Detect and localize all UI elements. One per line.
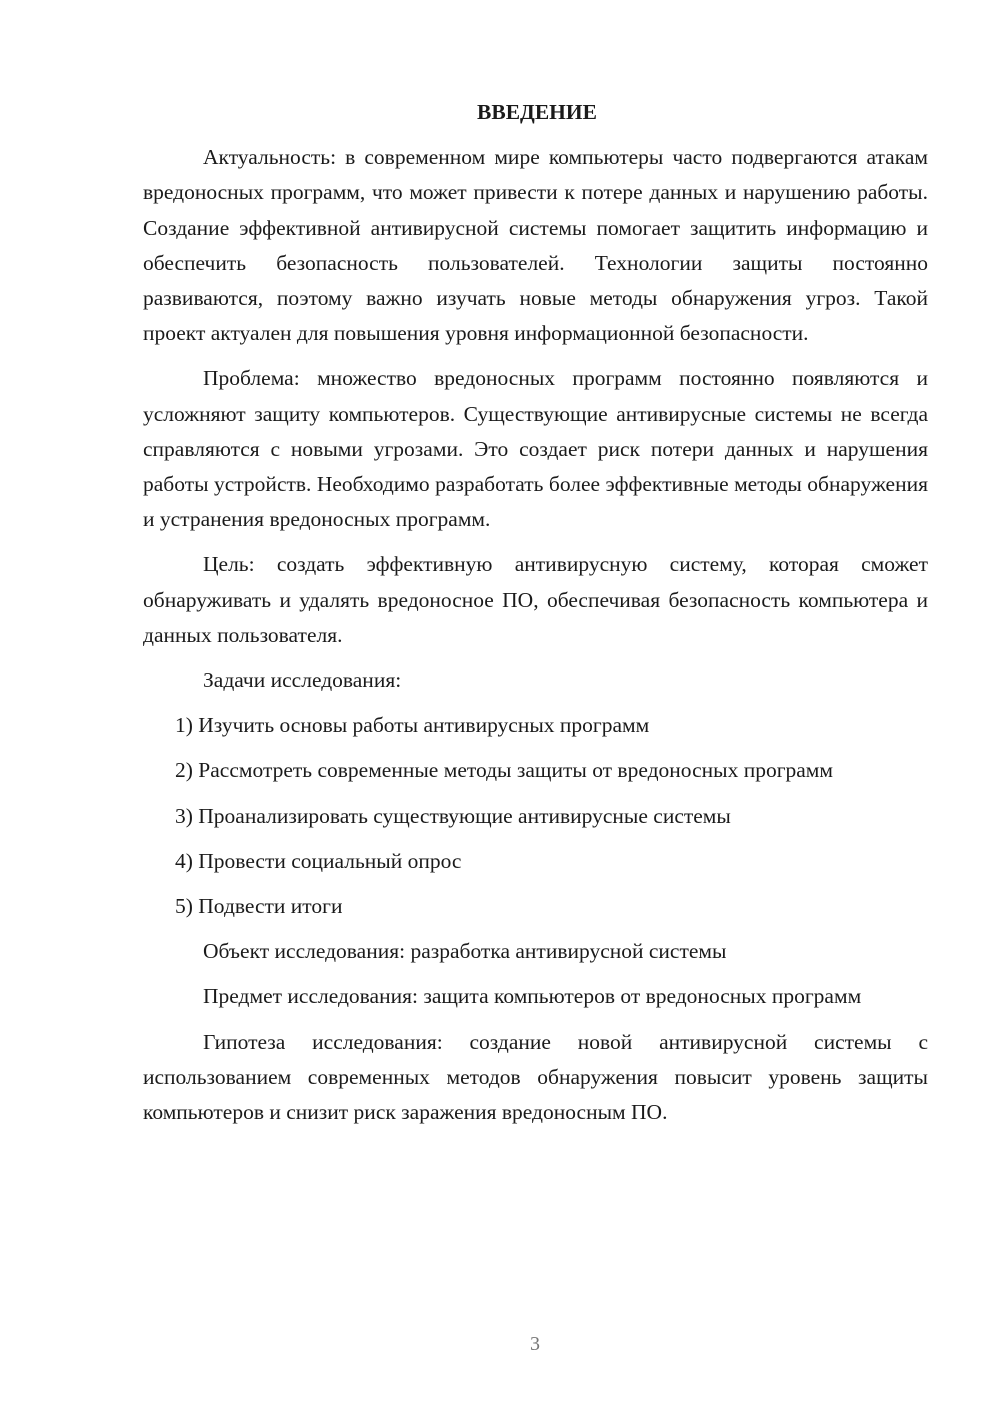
list-item: 2) Рассмотреть современные методы защиты от вредоносных программ xyxy=(175,758,834,783)
paragraph-tasks-heading: Задачи исследования: xyxy=(203,668,402,693)
page-number: 3 xyxy=(530,1333,540,1355)
list-item: 3) Проанализировать существующие антивирусные системы xyxy=(175,803,731,828)
paragraph-goal: Цель: создать эффективную антивирусную систему, которая сможет обнаруживать и удалять вредоносное ПО, обеспечивая безопасность компьютера и данных пользователя. xyxy=(143,552,928,647)
list-item: 4) Провести социальный опрос xyxy=(175,848,462,873)
paragraph-object: Объект исследования: разработка антивирусной системы xyxy=(203,939,727,964)
document-page xyxy=(143,95,928,1140)
paragraph-subject: Предмет исследования: защита компьютеров от вредоносных программ xyxy=(203,984,862,1009)
paragraph-relevance: Актуальность: в современном мире компьютеры часто подвергаются атакам вредоносных программ, что может привести к потере данных и нарушению работы. Создание эффективной антивирусной системы помогает защитить информацию и обеспечить безопасность пользователей. Технологии защиты постоянно развиваются, поэтому важно изучать новые методы обнаружения угроз. Такой проект актуален для повышения уровня информационной безопасности. xyxy=(143,145,928,346)
paragraph-problem: Проблема: множество вредоносных программ постоянно появляются и усложняют защиту компьютеров. Существующие антивирусные системы не всегда справляются с новыми угрозами. Это создает риск потери данных и нарушения работы устройств. Необходимо разработать более эффективные методы обнаружения и устранения вредоносных программ. xyxy=(143,366,928,532)
page-title: ВВЕДЕНИЕ xyxy=(477,100,597,124)
paragraph-hypothesis: Гипотеза исследования: создание новой антивирусной системы с использованием современных методов обнаружения повысит уровень защиты компьютеров и снизит риск заражения вредоносным ПО. xyxy=(143,1029,928,1125)
list-item: 1) Изучить основы работы антивирусных программ xyxy=(175,713,650,738)
list-item: 5) Подвести итоги xyxy=(175,894,343,919)
